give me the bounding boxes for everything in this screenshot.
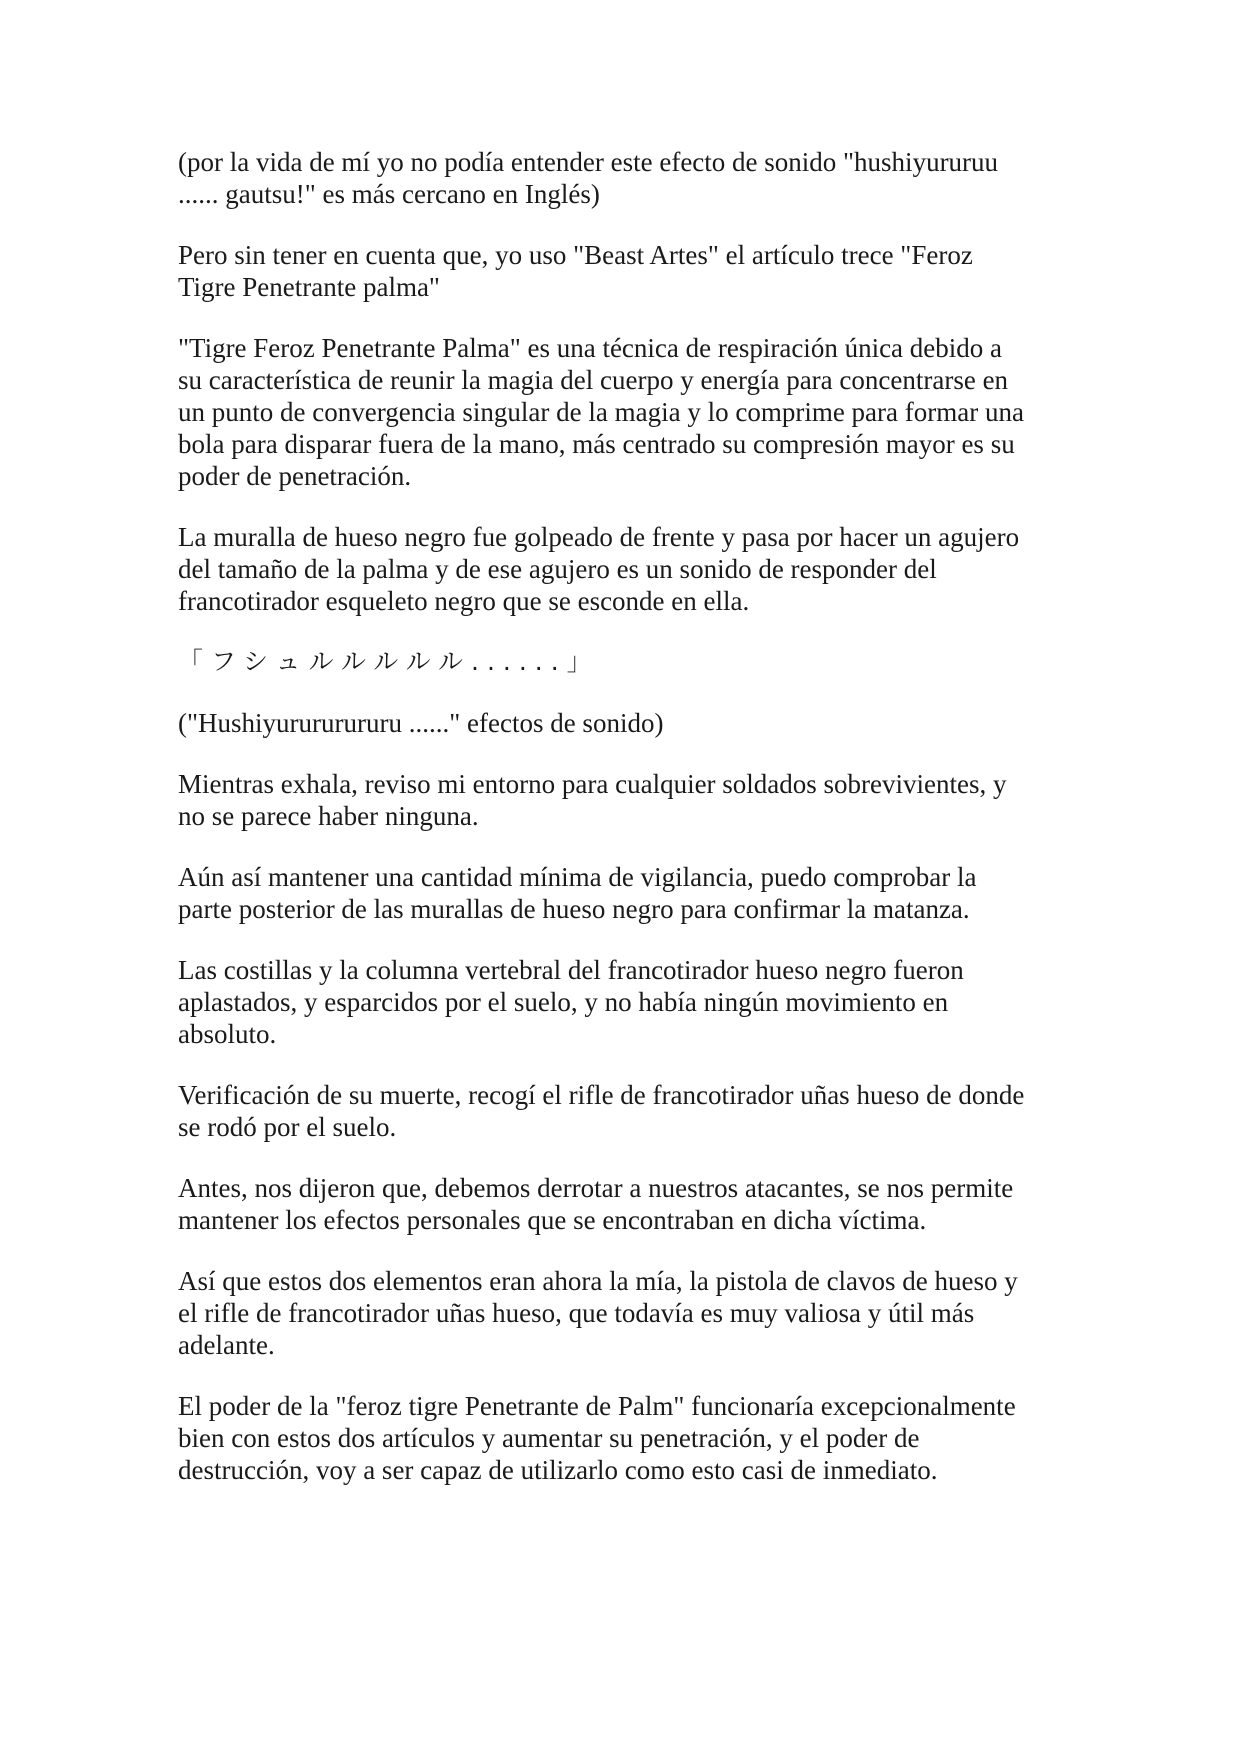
text-line: Las costillas y la columna vertebral del francotirador hueso negro fueron — [178, 955, 964, 985]
text-line: Pero sin tener en cuenta que, yo uso "Beast Artes" el artículo trece "Feroz — [178, 240, 973, 270]
text-line: Así que estos dos elementos eran ahora la mía, la pistola de clavos de hueso y — [178, 1266, 1018, 1296]
text-line: francotirador esqueleto negro que se esconde en ella. — [178, 586, 750, 616]
text-line: se rodó por el suelo. — [178, 1112, 397, 1142]
paragraph — [178, 239, 1078, 303]
text-line: Antes, nos dijeron que, debemos derrotar a nuestros atacantes, se nos permite — [178, 1173, 1014, 1203]
paragraph — [178, 1390, 1078, 1486]
text-line: parte posterior de las murallas de hueso negro para confirmar la matanza. — [178, 894, 970, 924]
text-line: Mientras exhala, reviso mi entorno para cualquier soldados sobrevivientes, y — [178, 769, 1007, 799]
text-line: no se parece haber ninguna. — [178, 801, 479, 831]
text-line: La muralla de hueso negro fue golpeado de frente y pasa por hacer un agujero — [178, 522, 1020, 552]
text-line: ("Hushiyurururururu ......" efectos de sonido) — [178, 708, 664, 738]
text-line: del tamaño de la palma y de ese agujero es un sonido de responder del — [178, 554, 937, 584]
text-line: el rifle de francotirador uñas hueso, que todavía es muy valiosa y útil más — [178, 1298, 975, 1328]
text-line: su característica de reunir la magia del cuerpo y energía para concentrarse en — [178, 365, 1009, 395]
paragraph — [178, 521, 1078, 617]
paragraph — [178, 332, 1078, 492]
japanese-sound-effect-line: 「フシュルルルルル......」 — [178, 647, 600, 676]
text-line: bola para disparar fuera de la mano, más centrado su compresión mayor es su — [178, 429, 1015, 459]
text-line: destrucción, voy a ser capaz de utilizarlo como esto casi de inmediato. — [178, 1455, 938, 1485]
text-line: Aún así mantener una cantidad mínima de vigilancia, puedo comprobar la — [178, 862, 977, 892]
text-line: un punto de convergencia singular de la magia y lo comprime para formar una — [178, 397, 1024, 427]
text-line: ...... gautsu!" es más cercano en Inglés) — [178, 179, 600, 209]
text-line: mantener los efectos personales que se encontraban en dicha víctima. — [178, 1205, 927, 1235]
text-line: poder de penetración. — [178, 461, 412, 491]
text-line: Verificación de su muerte, recogí el rifle de francotirador uñas hueso de donde — [178, 1080, 1025, 1110]
text-line: (por la vida de mí yo no podía entender este efecto de sonido "hushiyururuu — [178, 147, 999, 177]
paragraph-sound-effect — [178, 646, 1078, 678]
text-column — [178, 146, 1078, 1515]
text-line: El poder de la "feroz tigre Penetrante de Palm" funcionaría excepcionalmente — [178, 1391, 1016, 1421]
text-line: Tigre Penetrante palma" — [178, 272, 440, 302]
paragraph — [178, 1265, 1078, 1361]
text-line: absoluto. — [178, 1019, 277, 1049]
text-line: "Tigre Feroz Penetrante Palma" es una técnica de respiración única debido a — [178, 333, 1003, 363]
paragraph — [178, 768, 1078, 832]
text-line: adelante. — [178, 1330, 275, 1360]
paragraph — [178, 146, 1078, 210]
paragraph — [178, 707, 1078, 739]
text-line: aplastados, y esparcidos por el suelo, y no había ningún movimiento en — [178, 987, 949, 1017]
text-line: bien con estos dos artículos y aumentar su penetración, y el poder de — [178, 1423, 920, 1453]
paragraph — [178, 861, 1078, 925]
paragraph — [178, 1079, 1078, 1143]
paragraph — [178, 1172, 1078, 1236]
paragraph — [178, 954, 1078, 1050]
